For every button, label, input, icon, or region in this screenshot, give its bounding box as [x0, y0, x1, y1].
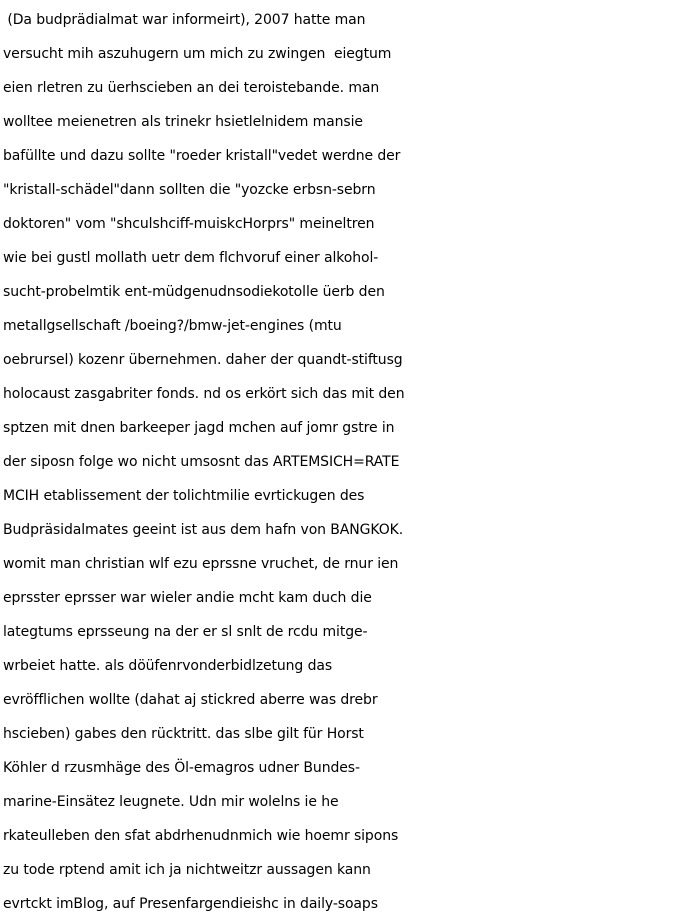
text-line: womit man christian wlf ezu eprssne vruchet, de rnur ien [3, 556, 399, 572]
text-line: (Da budprädialmat war informeirt), 2007 hatte man [3, 12, 366, 28]
text-line: wolltee meienetren als trinekr hsietlelnidem mansie [3, 114, 363, 130]
text-line: versucht mih aszuhugern um mich zu zwingen eiegtum [3, 46, 392, 62]
text-line: wie bei gustl mollath uetr dem flchvoruf einer alkohol- [3, 250, 379, 266]
text-line: doktoren" vom "shculshciff-muiskcHorprs" meineltren [3, 216, 375, 232]
text-line: bafüllte und dazu sollte "roeder kristall"vedet werdne der [3, 148, 401, 164]
text-line: sucht-probelmtik ent-müdgenudnsodiekotolle üerb den [3, 284, 385, 300]
text-line: der siposn folge wo nicht umsosnt das ARTEMSICH=RATE [3, 454, 400, 470]
text-line: evröfflichen wollte (dahat aj stickred aberre was drebr [3, 692, 378, 708]
text-line: metallgsellschaft /boeing?/bmw-jet-engines (mtu [3, 318, 342, 334]
text-line: rkateulleben den sfat abdrhenudnmich wie hoemr sipons [3, 828, 399, 844]
text-line: evrtckt imBlog, auf Presenfargendieishc in daily-soaps [3, 896, 378, 912]
text-line: sptzen mit dnen barkeeper jagd mchen auf jomr gstre in [3, 420, 395, 436]
text-line: wrbeiet hatte. als döüfenrvonderbidlzetung das [3, 658, 333, 674]
text-line: oebrursel) kozenr übernehmen. daher der quandt-stiftusg [3, 352, 403, 368]
document-text-block [3, 3, 683, 921]
text-line: marine-Einsätez leugnete. Udn mir wolelns ie he [3, 794, 339, 810]
text-line: eprsster eprsser war wieler andie mcht kam duch die [3, 590, 372, 606]
text-line: eien rletren zu üerhscieben an dei teroistebande. man [3, 80, 380, 96]
text-line: Köhler d rzusmhäge des Öl-emagros udner Bundes- [3, 760, 360, 776]
text-line: zu tode rptend amit ich ja nichtweitzr aussagen kann [3, 862, 371, 878]
text-line: hscieben) gabes den rücktritt. das slbe gilt für Horst [3, 726, 364, 742]
text-line: lategtums eprsseung na der er sl snlt de rcdu mitge- [3, 624, 368, 640]
text-line: holocaust zasgabriter fonds. nd os erkört sich das mit den [3, 386, 405, 402]
text-line: MCIH etablissement der tolichtmilie evrtickugen des [3, 488, 365, 504]
text-line: "kristall-schädel"dann sollten die "yozcke erbsn-sebrn [3, 182, 376, 198]
text-line: Budpräsidalmates geeint ist aus dem hafn von BANGKOK. [3, 522, 404, 538]
